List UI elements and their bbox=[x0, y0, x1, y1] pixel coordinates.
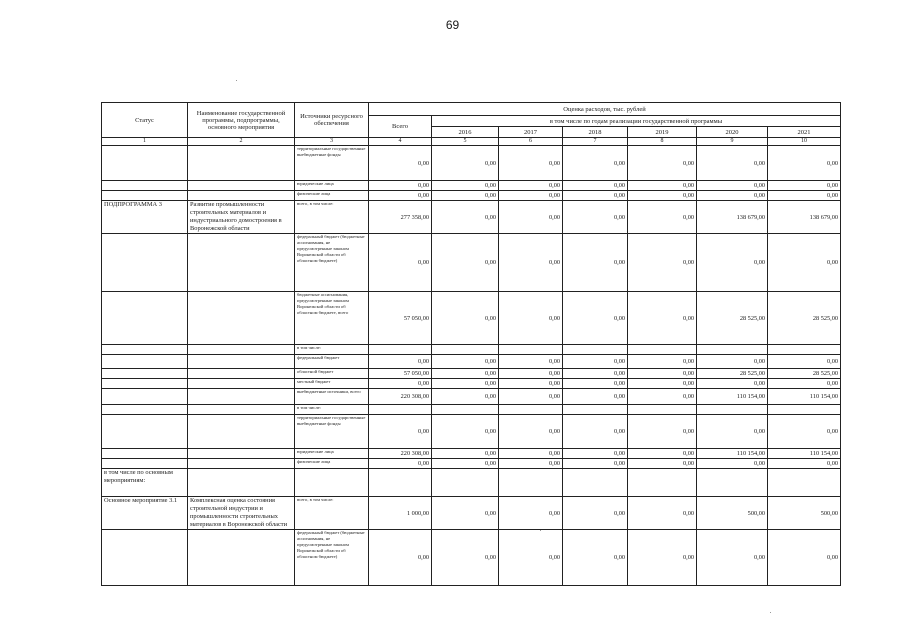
year-value-cell bbox=[768, 469, 841, 497]
header-year: 2021 bbox=[768, 127, 841, 138]
status-cell bbox=[102, 379, 188, 389]
year-value-cell: 28 525,00 bbox=[697, 292, 768, 345]
funding-source-cell: внебюджетные источники, всего bbox=[295, 389, 369, 405]
funding-source-cell: местный бюджет bbox=[295, 379, 369, 389]
year-value-cell bbox=[628, 405, 697, 415]
program-name-cell bbox=[188, 191, 295, 201]
year-value-cell: 0,00 bbox=[563, 415, 628, 449]
status-cell bbox=[102, 191, 188, 201]
year-value-cell: 0,00 bbox=[499, 355, 563, 369]
year-value-cell: 0,00 bbox=[628, 191, 697, 201]
column-number: 7 bbox=[563, 138, 628, 146]
column-number: 8 bbox=[628, 138, 697, 146]
program-name-cell bbox=[188, 415, 295, 449]
column-number: 10 bbox=[768, 138, 841, 146]
status-cell: ПОДПРОГРАММА 3 bbox=[102, 201, 188, 234]
year-value-cell bbox=[563, 405, 628, 415]
year-value-cell: 0,00 bbox=[432, 292, 499, 345]
year-value-cell: 0,00 bbox=[697, 355, 768, 369]
year-value-cell bbox=[768, 345, 841, 355]
total-value-cell: 220 308,00 bbox=[369, 449, 432, 459]
total-value-cell: 0,00 bbox=[369, 234, 432, 292]
table-row bbox=[102, 405, 841, 415]
column-number: 9 bbox=[697, 138, 768, 146]
program-name-cell bbox=[188, 459, 295, 469]
status-cell bbox=[102, 292, 188, 345]
total-value-cell: 0,00 bbox=[369, 146, 432, 181]
year-value-cell: 0,00 bbox=[499, 449, 563, 459]
funding-source-cell bbox=[295, 469, 369, 497]
year-value-cell: 0,00 bbox=[628, 181, 697, 191]
year-value-cell: 138 679,00 bbox=[697, 201, 768, 234]
table-row bbox=[102, 379, 841, 389]
total-value-cell: 0,00 bbox=[369, 191, 432, 201]
status-cell bbox=[102, 355, 188, 369]
year-value-cell: 0,00 bbox=[628, 497, 697, 530]
funding-source-cell: в том числе: bbox=[295, 405, 369, 415]
year-value-cell: 0,00 bbox=[628, 389, 697, 405]
year-value-cell: 0,00 bbox=[563, 181, 628, 191]
year-value-cell: 0,00 bbox=[499, 292, 563, 345]
year-value-cell: 0,00 bbox=[628, 201, 697, 234]
year-value-cell: 0,00 bbox=[563, 146, 628, 181]
table-row bbox=[102, 459, 841, 469]
table-row bbox=[102, 181, 841, 191]
year-value-cell: 0,00 bbox=[499, 415, 563, 449]
total-value-cell: 0,00 bbox=[369, 415, 432, 449]
column-number: 4 bbox=[369, 138, 432, 146]
year-value-cell: 0,00 bbox=[628, 146, 697, 181]
year-value-cell: 0,00 bbox=[768, 181, 841, 191]
year-value-cell: 0,00 bbox=[628, 379, 697, 389]
year-value-cell bbox=[499, 405, 563, 415]
total-value-cell: 0,00 bbox=[369, 379, 432, 389]
total-value-cell bbox=[369, 345, 432, 355]
total-value-cell bbox=[369, 469, 432, 497]
funding-source-cell: в том числе: bbox=[295, 345, 369, 355]
status-cell bbox=[102, 405, 188, 415]
program-name-cell bbox=[188, 292, 295, 345]
funding-source-cell: областной бюджет bbox=[295, 369, 369, 379]
year-value-cell bbox=[563, 469, 628, 497]
program-name-cell bbox=[188, 389, 295, 405]
status-cell bbox=[102, 146, 188, 181]
year-value-cell: 0,00 bbox=[697, 146, 768, 181]
status-cell bbox=[102, 389, 188, 405]
program-name-cell bbox=[188, 379, 295, 389]
year-value-cell: 0,00 bbox=[432, 146, 499, 181]
year-value-cell: 0,00 bbox=[432, 389, 499, 405]
year-value-cell: 0,00 bbox=[768, 234, 841, 292]
funding-source-cell: территориальные государственные внебюджетные фонды bbox=[295, 146, 369, 181]
year-value-cell: 110 154,00 bbox=[697, 389, 768, 405]
year-value-cell: 0,00 bbox=[563, 201, 628, 234]
year-value-cell: 0,00 bbox=[563, 389, 628, 405]
year-value-cell: 0,00 bbox=[697, 415, 768, 449]
year-value-cell: 0,00 bbox=[499, 181, 563, 191]
funding-source-cell: юридические лица bbox=[295, 449, 369, 459]
table-row bbox=[102, 469, 841, 497]
header-estimate: Оценка расходов, тыс. рублей bbox=[369, 103, 841, 116]
year-value-cell: 0,00 bbox=[697, 459, 768, 469]
table-row bbox=[102, 146, 841, 181]
page-number: 69 bbox=[445, 18, 460, 32]
column-number: 6 bbox=[499, 138, 563, 146]
year-value-cell bbox=[432, 345, 499, 355]
year-value-cell: 0,00 bbox=[432, 201, 499, 234]
year-value-cell: 0,00 bbox=[697, 234, 768, 292]
funding-source-cell: федеральный бюджет (бюджетные ассигнования, не предусмотренные законом Воронежской области об областном бюджете) bbox=[295, 530, 369, 586]
status-cell bbox=[102, 459, 188, 469]
column-number-row bbox=[102, 138, 841, 146]
year-value-cell: 0,00 bbox=[768, 379, 841, 389]
year-value-cell bbox=[432, 405, 499, 415]
year-value-cell: 0,00 bbox=[563, 234, 628, 292]
column-number: 1 bbox=[102, 138, 188, 146]
program-name-cell bbox=[188, 355, 295, 369]
total-value-cell: 0,00 bbox=[369, 181, 432, 191]
year-value-cell: 110 154,00 bbox=[768, 389, 841, 405]
funding-source-cell: всего, в том числе: bbox=[295, 497, 369, 530]
funding-source-cell: бюджетные ассигнования, предусмотренные законом Воронежской области об областном бюджете, всего bbox=[295, 292, 369, 345]
year-value-cell: 500,00 bbox=[697, 497, 768, 530]
year-value-cell: 0,00 bbox=[768, 415, 841, 449]
funding-source-cell: всего, в том числе: bbox=[295, 201, 369, 234]
program-name-cell bbox=[188, 345, 295, 355]
year-value-cell bbox=[768, 405, 841, 415]
year-value-cell: 0,00 bbox=[432, 449, 499, 459]
total-value-cell: 1 000,00 bbox=[369, 497, 432, 530]
year-value-cell: 0,00 bbox=[499, 459, 563, 469]
year-value-cell bbox=[628, 469, 697, 497]
year-value-cell: 0,00 bbox=[563, 459, 628, 469]
status-cell bbox=[102, 530, 188, 586]
header-year: 2019 bbox=[628, 127, 697, 138]
year-value-cell: 0,00 bbox=[768, 355, 841, 369]
table-row bbox=[102, 497, 841, 530]
header-total: Всего bbox=[369, 116, 432, 138]
year-value-cell: 0,00 bbox=[628, 459, 697, 469]
header-source: Источники ресурсного обеспечения bbox=[295, 103, 369, 138]
year-value-cell: 0,00 bbox=[697, 181, 768, 191]
year-value-cell: 0,00 bbox=[432, 530, 499, 586]
year-value-cell: 0,00 bbox=[432, 415, 499, 449]
year-value-cell: 0,00 bbox=[432, 459, 499, 469]
year-value-cell: 110 154,00 bbox=[697, 449, 768, 459]
year-value-cell: 0,00 bbox=[432, 379, 499, 389]
program-name-cell: Развитие промышленности строительных материалов и индустриального домостроения в Воронежской области bbox=[188, 201, 295, 234]
year-value-cell: 0,00 bbox=[563, 369, 628, 379]
table-row bbox=[102, 191, 841, 201]
year-value-cell: 500,00 bbox=[768, 497, 841, 530]
year-value-cell: 0,00 bbox=[499, 530, 563, 586]
status-cell bbox=[102, 449, 188, 459]
year-value-cell: 0,00 bbox=[768, 459, 841, 469]
year-value-cell: 0,00 bbox=[499, 389, 563, 405]
header-name: Наименование государственной программы, подпрограммы, основного мероприятия bbox=[188, 103, 295, 138]
year-value-cell bbox=[628, 345, 697, 355]
table-row bbox=[102, 292, 841, 345]
header-year: 2020 bbox=[697, 127, 768, 138]
program-name-cell bbox=[188, 449, 295, 459]
program-name-cell bbox=[188, 146, 295, 181]
funding-source-cell: юридические лица bbox=[295, 181, 369, 191]
funding-source-cell: территориальные государственные внебюджетные фонды bbox=[295, 415, 369, 449]
year-value-cell bbox=[563, 345, 628, 355]
total-value-cell: 0,00 bbox=[369, 355, 432, 369]
table-row bbox=[102, 415, 841, 449]
scan-speck bbox=[770, 612, 771, 613]
year-value-cell: 0,00 bbox=[499, 497, 563, 530]
total-value-cell: 0,00 bbox=[369, 459, 432, 469]
year-value-cell: 28 525,00 bbox=[697, 369, 768, 379]
funding-source-cell: физические лица bbox=[295, 459, 369, 469]
resource-table bbox=[101, 102, 841, 586]
program-name-cell bbox=[188, 234, 295, 292]
year-value-cell: 0,00 bbox=[499, 191, 563, 201]
column-number: 3 bbox=[295, 138, 369, 146]
year-value-cell: 0,00 bbox=[499, 234, 563, 292]
year-value-cell: 0,00 bbox=[563, 292, 628, 345]
status-cell bbox=[102, 415, 188, 449]
year-value-cell: 0,00 bbox=[628, 415, 697, 449]
table-row bbox=[102, 355, 841, 369]
year-value-cell: 0,00 bbox=[499, 379, 563, 389]
program-name-cell: Комплексная оценка состояния строительной индустрии и промышленности строительных материалов в Воронежской области bbox=[188, 497, 295, 530]
year-value-cell bbox=[499, 345, 563, 355]
year-value-cell bbox=[499, 469, 563, 497]
year-value-cell bbox=[697, 405, 768, 415]
year-value-cell: 0,00 bbox=[697, 530, 768, 586]
year-value-cell bbox=[697, 469, 768, 497]
year-value-cell: 0,00 bbox=[563, 355, 628, 369]
year-value-cell bbox=[697, 345, 768, 355]
year-value-cell: 0,00 bbox=[432, 369, 499, 379]
program-name-cell bbox=[188, 405, 295, 415]
header-year: 2018 bbox=[563, 127, 628, 138]
year-value-cell: 0,00 bbox=[768, 146, 841, 181]
year-value-cell: 0,00 bbox=[628, 449, 697, 459]
column-number: 5 bbox=[432, 138, 499, 146]
year-value-cell: 0,00 bbox=[432, 191, 499, 201]
year-value-cell: 0,00 bbox=[563, 530, 628, 586]
year-value-cell: 0,00 bbox=[768, 530, 841, 586]
year-value-cell: 0,00 bbox=[628, 234, 697, 292]
header-by-years: в том числе по годам реализации государственной программы bbox=[432, 116, 841, 127]
status-cell bbox=[102, 234, 188, 292]
header-year: 2017 bbox=[499, 127, 563, 138]
program-name-cell bbox=[188, 530, 295, 586]
year-value-cell bbox=[432, 469, 499, 497]
total-value-cell: 57 050,00 bbox=[369, 369, 432, 379]
total-value-cell bbox=[369, 405, 432, 415]
year-value-cell: 0,00 bbox=[628, 292, 697, 345]
year-value-cell: 0,00 bbox=[563, 379, 628, 389]
year-value-cell: 0,00 bbox=[697, 379, 768, 389]
year-value-cell: 0,00 bbox=[563, 497, 628, 530]
funding-source-cell: физические лица bbox=[295, 191, 369, 201]
year-value-cell: 0,00 bbox=[499, 201, 563, 234]
scan-speck bbox=[540, 530, 541, 531]
year-value-cell: 0,00 bbox=[768, 191, 841, 201]
year-value-cell: 0,00 bbox=[432, 234, 499, 292]
funding-source-cell: федеральный бюджет (бюджетные ассигнования, не предусмотренные законом Воронежской области об областном бюджете) bbox=[295, 234, 369, 292]
year-value-cell: 0,00 bbox=[628, 530, 697, 586]
total-value-cell: 220 308,00 bbox=[369, 389, 432, 405]
year-value-cell: 138 679,00 bbox=[768, 201, 841, 234]
year-value-cell: 0,00 bbox=[628, 369, 697, 379]
status-cell bbox=[102, 345, 188, 355]
status-cell bbox=[102, 369, 188, 379]
total-value-cell: 57 050,00 bbox=[369, 292, 432, 345]
total-value-cell: 0,00 bbox=[369, 530, 432, 586]
table-row bbox=[102, 530, 841, 586]
funding-source-cell: федеральный бюджет bbox=[295, 355, 369, 369]
header-year: 2016 bbox=[432, 127, 499, 138]
year-value-cell: 0,00 bbox=[697, 191, 768, 201]
year-value-cell: 0,00 bbox=[499, 369, 563, 379]
year-value-cell: 0,00 bbox=[432, 181, 499, 191]
table-row bbox=[102, 201, 841, 234]
header-status: Статус bbox=[102, 103, 188, 138]
year-value-cell: 0,00 bbox=[432, 497, 499, 530]
status-cell bbox=[102, 181, 188, 191]
total-value-cell: 277 358,00 bbox=[369, 201, 432, 234]
status-cell: в том числе по основным мероприятиям: bbox=[102, 469, 188, 497]
table-row bbox=[102, 449, 841, 459]
year-value-cell: 0,00 bbox=[563, 191, 628, 201]
year-value-cell: 0,00 bbox=[499, 146, 563, 181]
program-name-cell bbox=[188, 181, 295, 191]
year-value-cell: 0,00 bbox=[628, 355, 697, 369]
scan-speck bbox=[236, 80, 237, 81]
table-row bbox=[102, 369, 841, 379]
year-value-cell: 0,00 bbox=[432, 355, 499, 369]
year-value-cell: 28 525,00 bbox=[768, 369, 841, 379]
year-value-cell: 0,00 bbox=[563, 449, 628, 459]
column-number: 2 bbox=[188, 138, 295, 146]
program-name-cell bbox=[188, 369, 295, 379]
year-value-cell: 110 154,00 bbox=[768, 449, 841, 459]
program-name-cell bbox=[188, 469, 295, 497]
table-row bbox=[102, 234, 841, 292]
table-row bbox=[102, 389, 841, 405]
year-value-cell: 28 525,00 bbox=[768, 292, 841, 345]
status-cell: Основное мероприятие 3.1 bbox=[102, 497, 188, 530]
table-row bbox=[102, 345, 841, 355]
